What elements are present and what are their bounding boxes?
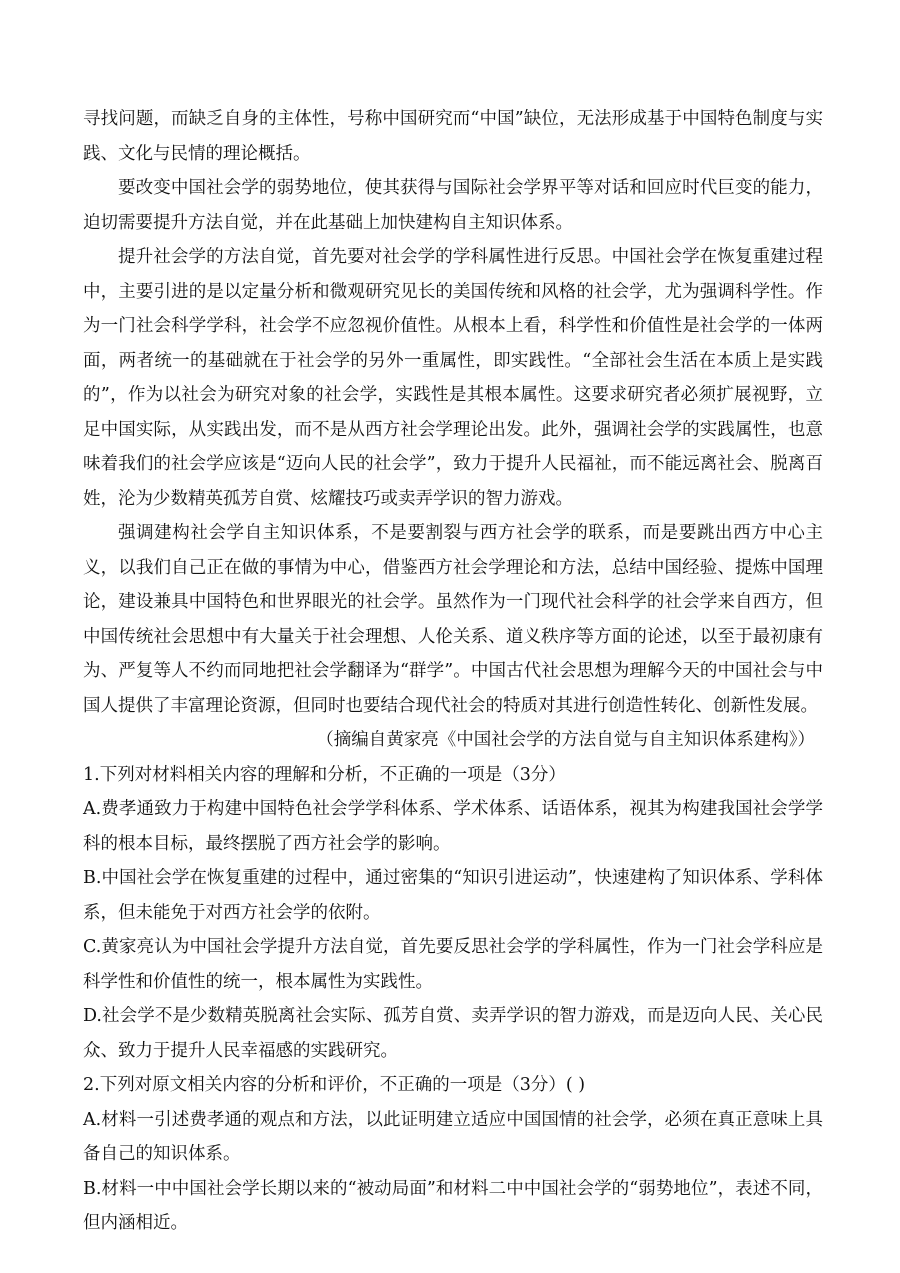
passage-paragraph-4: 强调建构社会学自主知识体系，不是要割裂与西方社会学的联系，而是要跳出西方中心主义，以我们自己正在做的事情为中心，借鉴西方社会学理论和方法，总结中国经验、提炼中国理论，建设兼具中国特色和世界眼光的社会学。虽然作为一门现代社会科学的社会学来自西方，但中国传统社会思想中有大量关于社会理想、人伦关系、道义秩序等方面的论述，以至于最初康有为、严复等人不约而同地把社会学翻译为“群学”。中国古代社会思想为理解今天的中国社会与中国人提供了丰富理论资源，但同时也要结合现代社会的特质对其进行创造性转化、创新性发展。 — [83, 523, 823, 716]
passage-source-citation: （摘编自黄家亮《中国社会学的方法自觉与自主知识体系建构》） — [316, 730, 815, 750]
question-2-option-b: B.材料一中中国社会学长期以来的“被动局面”和材料二中中国社会学的“弱势地位”，表述不同，但内涵相近。 — [83, 1178, 823, 1233]
question-2 — [83, 1068, 823, 1241]
question-2-option-a: A.材料一引述费孝通的观点和方法，以此证明建立适应中国国情的社会学，必须在真正意味上具备自己的知识体系。 — [83, 1109, 823, 1164]
reading-passage — [83, 102, 823, 758]
question-1-option-c: C.黄家亮认为中国社会学提升方法自觉，首先要反思社会学的学科属性，作为一门社会学科应是科学性和价值性的统一，根本属性为实践性。 — [83, 937, 823, 992]
question-1-stem: 1.下列对材料相关内容的理解和分析，不正确的一项是（3分） — [83, 764, 566, 785]
document-page — [83, 102, 823, 1241]
passage-paragraph-3: 提升社会学的方法自觉，首先要对社会学的学科属性进行反思。中国社会学在恢复重建过程中，主要引进的是以定量分析和微观研究见长的美国传统和风格的社会学，尤为强调科学性。作为一门社会科学学科，社会学不应忽视价值性。从根本上看，科学性和价值性是社会学的一体两面，两者统一的基础就在于社会学的另外一重属性，即实践性。“全部社会生活在本质上是实践的”，作为以社会为研究对象的社会学，实践性是其根本属性。这要求研究者必须扩展视野，立足中国实际，从实践出发，而不是从西方社会学理论出发。此外，强调社会学的实践属性，也意味着我们的社会学应该是“迈向人民的社会学”，致力于提升人民福祉，而不能远离社会、脱离百姓，沦为少数精英孤芳自赏、炫耀技巧或卖弄学识的智力游戏。 — [83, 247, 823, 509]
passage-paragraph-2: 要改变中国社会学的弱势地位，使其获得与国际社会学界平等对话和回应时代巨变的能力，迫切需要提升方法自觉，并在此基础上加快建构自主知识体系。 — [83, 178, 823, 233]
question-1-option-a: A.费孝通致力于构建中国特色社会学学科体系、学术体系、话语体系，视其为构建我国社会学学科的根本目标，最终摆脱了西方社会学的影响。 — [83, 799, 823, 854]
question-2-stem: 2.下列对原文相关内容的分析和评价，不正确的一项是（3分）( ) — [83, 1075, 586, 1095]
question-1-option-b: B.中国社会学在恢复重建的过程中，通过密集的“知识引进运动”，快速建构了知识体系、学科体系，但未能免于对西方社会学的依附。 — [83, 868, 823, 923]
question-1-option-d: D.社会学不是少数精英脱离社会实际、孤芳自赏、卖弄学识的智力游戏，而是迈向人民、关心民众、致力于提升人民幸福感的实践研究。 — [83, 1006, 823, 1061]
question-1 — [83, 758, 823, 1069]
passage-paragraph-1: 寻找问题，而缺乏自身的主体性，号称中国研究而“中国”缺位，无法形成基于中国特色制度与实践、文化与民情的理论概括。 — [83, 109, 823, 164]
